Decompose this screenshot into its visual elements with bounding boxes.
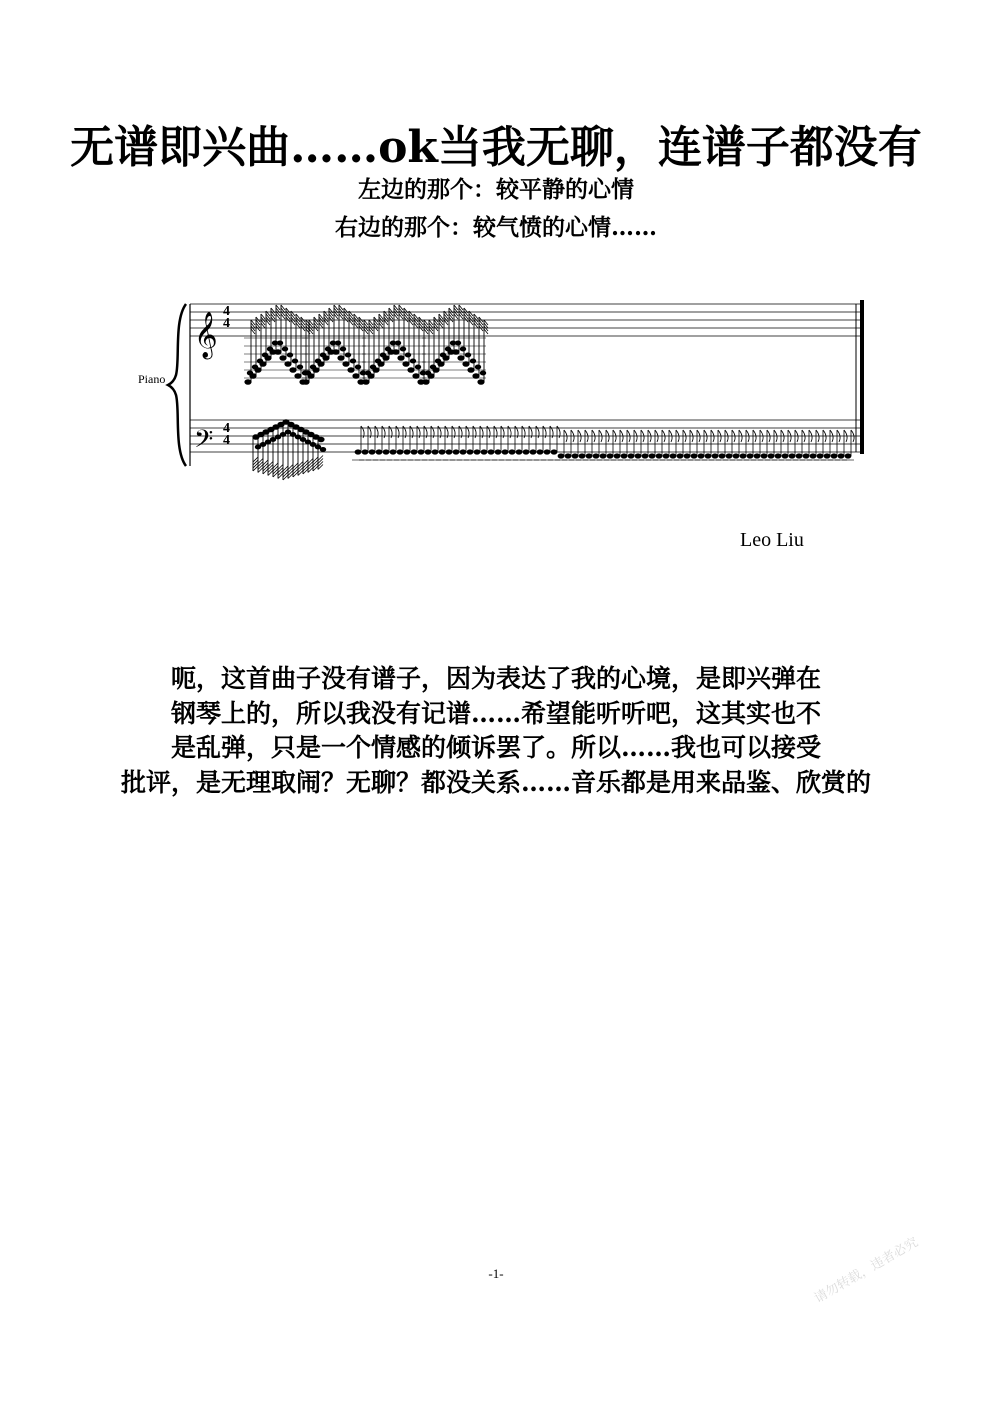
note-head — [397, 355, 404, 361]
note-head — [565, 453, 572, 458]
note-head — [516, 449, 523, 454]
piano-score — [130, 290, 870, 520]
note-head — [453, 449, 460, 454]
note-head — [747, 453, 754, 458]
note-head — [838, 453, 845, 458]
note-head — [400, 347, 406, 352]
note-head — [635, 453, 642, 458]
note-head — [322, 355, 329, 361]
description-line: 批评，是无理取闹？无聊？都没关系……音乐都是用来品鉴、欣赏的 — [120, 767, 871, 797]
note-head — [719, 453, 726, 458]
note-head — [410, 359, 416, 364]
note-head — [455, 341, 461, 346]
note-head — [390, 449, 397, 454]
note-head — [362, 449, 369, 454]
note-head — [382, 355, 389, 361]
svg-text:4: 4 — [223, 433, 230, 448]
note-head — [317, 437, 324, 443]
note-head — [404, 449, 411, 454]
note-head — [340, 347, 346, 352]
subtitle-right: 右边的那个：较气愤的心情…… — [335, 214, 657, 241]
note-head — [705, 453, 712, 458]
note-head — [320, 447, 326, 452]
note-head — [649, 453, 656, 458]
note-head — [362, 379, 369, 385]
subtitle-left: 左边的那个：较平静的心情 — [358, 176, 634, 203]
note-head — [551, 449, 558, 454]
note-head — [579, 453, 586, 458]
note-head — [698, 453, 705, 458]
note-head — [754, 453, 761, 458]
note-head — [796, 453, 803, 458]
note-head — [824, 453, 831, 458]
composer-name: Leo Liu — [740, 529, 804, 551]
piano-brace — [168, 304, 186, 466]
note-head — [411, 449, 418, 454]
description-line: 钢琴上的，所以我没有记谱……希望能听听吧，这其实也不 — [170, 698, 821, 728]
note-head — [614, 453, 621, 458]
note-head — [292, 359, 298, 364]
note-head — [282, 347, 288, 352]
note-head — [302, 379, 309, 385]
note-head — [415, 365, 421, 370]
note-head — [677, 453, 684, 458]
note-head — [586, 453, 593, 458]
note-head — [656, 453, 663, 458]
note-head — [279, 355, 286, 361]
note-head — [432, 449, 439, 454]
note-head — [537, 449, 544, 454]
note-head — [691, 453, 698, 458]
note-head — [558, 453, 565, 458]
note-head — [761, 453, 768, 458]
note-head — [297, 365, 303, 370]
note-head — [740, 453, 747, 458]
note-head — [572, 453, 579, 458]
svg-text:4: 4 — [223, 421, 230, 436]
note-head — [495, 449, 502, 454]
note-head — [684, 453, 691, 458]
note-head — [395, 341, 401, 346]
description-paragraph — [0, 662, 992, 800]
description-line: 是乱弹，只是一个情感的倾诉罢了。所以……我也可以接受 — [170, 733, 821, 762]
note-head — [470, 359, 476, 364]
note-head — [481, 449, 488, 454]
note-head — [530, 449, 537, 454]
note-head — [350, 359, 356, 364]
note-head — [628, 453, 635, 458]
note-head — [264, 355, 271, 361]
note-head — [726, 453, 733, 458]
note-head — [509, 449, 516, 454]
note-head — [446, 449, 453, 454]
note-head — [803, 453, 810, 458]
svg-text:4: 4 — [223, 304, 230, 319]
note-head — [467, 449, 474, 454]
page-number: -1- — [488, 1266, 504, 1281]
note-head — [817, 453, 824, 458]
treble-time-signature — [223, 304, 230, 331]
treble-clef-icon: 𝄞 — [194, 312, 218, 358]
note-head — [845, 453, 852, 458]
treble-note-cluster — [244, 305, 488, 385]
note-head — [544, 449, 551, 454]
note-head — [442, 355, 449, 361]
note-head — [488, 449, 495, 454]
instrument-label: Piano — [138, 372, 166, 386]
note-head — [831, 453, 838, 458]
note-head — [474, 449, 481, 454]
watermark: 请勿转载，违者必究 — [812, 1234, 921, 1307]
note-head — [460, 347, 466, 352]
note-head — [244, 379, 251, 385]
note-head — [355, 365, 361, 370]
bass-time-signature — [223, 421, 230, 448]
note-head — [712, 453, 719, 458]
note-head — [460, 449, 467, 454]
note-head — [475, 365, 481, 370]
note-head — [810, 453, 817, 458]
note-head — [593, 453, 600, 458]
note-head — [337, 355, 344, 361]
document-title: 无谱即兴曲……ok当我无聊，连谱子都没有 — [70, 122, 922, 173]
note-head — [768, 453, 775, 458]
note-head — [383, 449, 390, 454]
note-head — [457, 355, 464, 361]
note-head — [465, 353, 471, 358]
note-head — [775, 453, 782, 458]
note-head — [621, 453, 628, 458]
note-head — [789, 453, 796, 458]
note-head — [600, 453, 607, 458]
bass-clef-icon: 𝄢 — [194, 425, 214, 460]
note-head — [663, 453, 670, 458]
svg-text:4: 4 — [223, 316, 230, 331]
note-head — [477, 379, 484, 385]
note-head — [418, 449, 425, 454]
note-head — [405, 353, 411, 358]
note-head — [376, 449, 383, 454]
note-head — [439, 449, 446, 454]
note-head — [425, 449, 432, 454]
note-head — [287, 353, 293, 358]
note-head — [369, 449, 376, 454]
note-head — [733, 453, 740, 458]
note-head — [422, 379, 429, 385]
note-head — [642, 453, 649, 458]
note-head — [335, 341, 341, 346]
note-head — [355, 449, 362, 454]
note-head — [502, 449, 509, 454]
note-head — [782, 453, 789, 458]
note-head — [277, 341, 283, 346]
note-head — [480, 371, 486, 376]
note-head — [397, 449, 404, 454]
note-head — [607, 453, 614, 458]
description-line: 呃，这首曲子没有谱子，因为表达了我的心境，是即兴弹在 — [170, 664, 821, 693]
note-head — [670, 453, 677, 458]
note-head — [523, 449, 530, 454]
note-head — [345, 353, 351, 358]
